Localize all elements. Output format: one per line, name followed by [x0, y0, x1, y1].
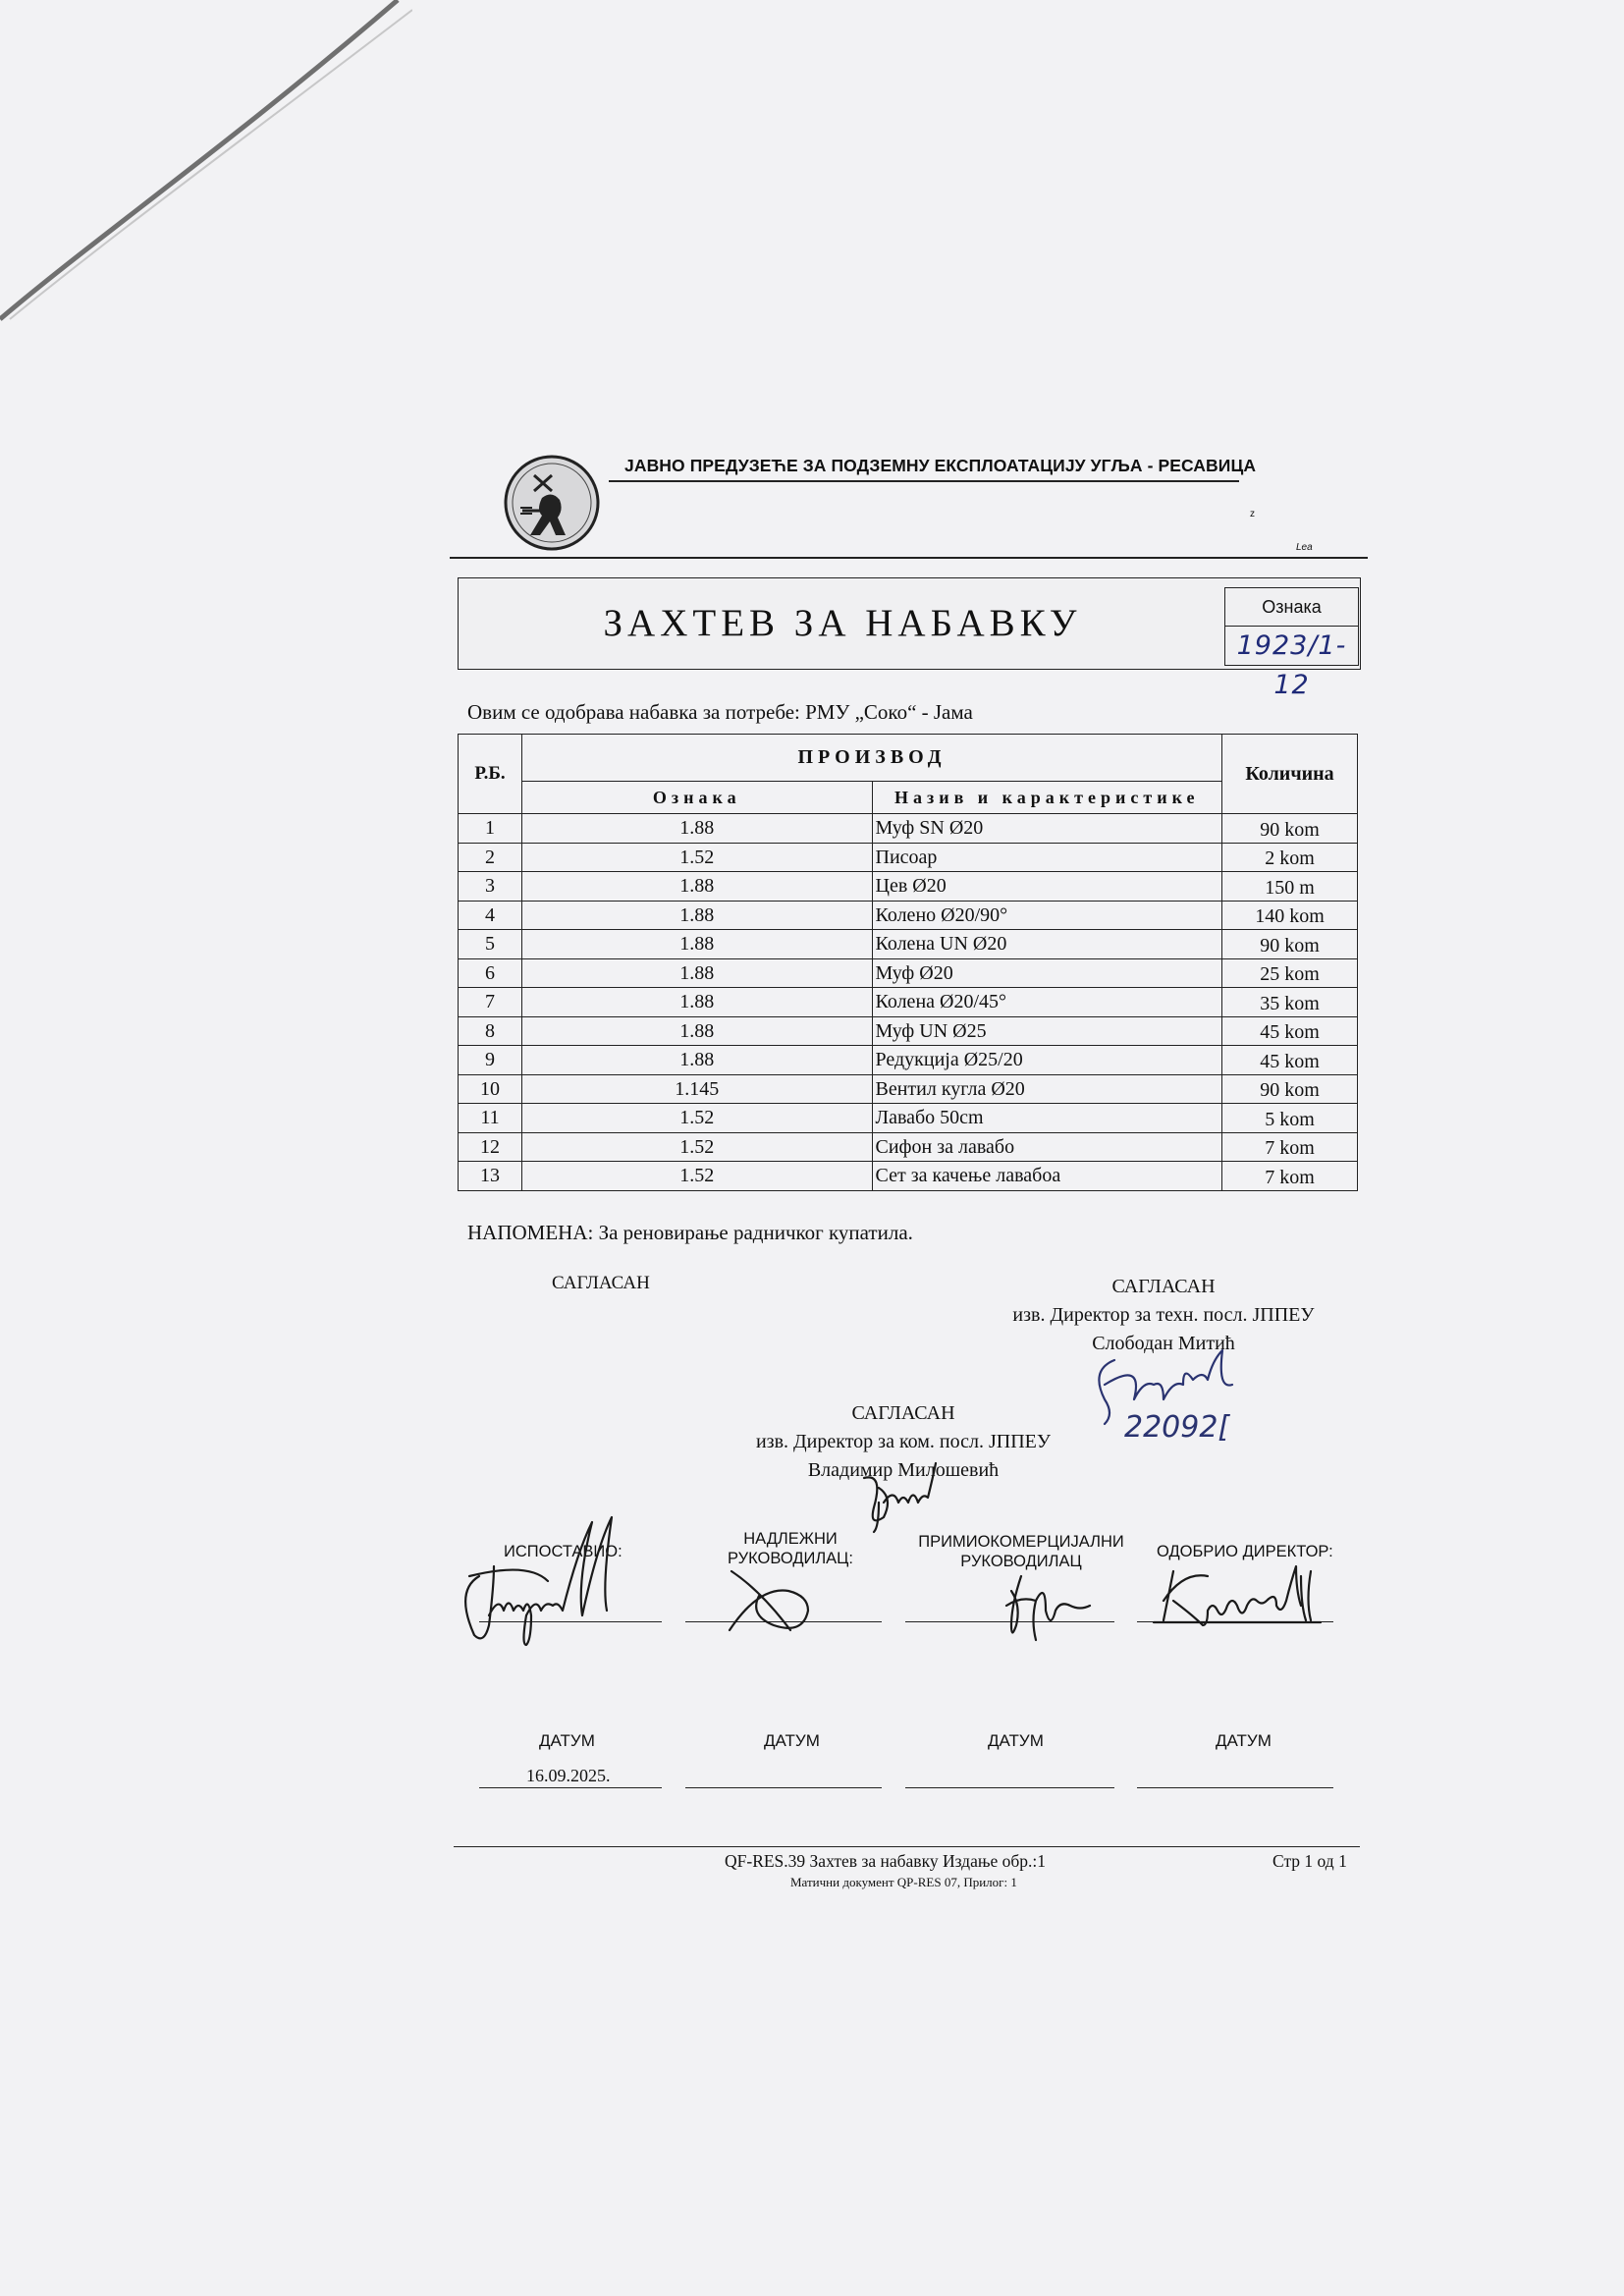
margin-mark: z: [1250, 509, 1255, 519]
cell-name: Колено Ø20/90°: [872, 901, 1222, 930]
table-row: [459, 843, 1358, 872]
column-quantity: Количина: [1222, 735, 1358, 814]
header-rule: [450, 557, 1368, 559]
approval-commercial-title: САГЛАСАН: [851, 1402, 955, 1424]
cell-name: Редукција Ø25/20: [872, 1046, 1222, 1075]
approval-commercial-role: изв. Директор за ком. посл. ЈППЕУ: [755, 1431, 1052, 1452]
margin-mark-2: Lea: [1296, 542, 1313, 553]
commercial-manager-label: [908, 1532, 1134, 1571]
cell-rb: 8: [459, 1016, 522, 1046]
table-body: [459, 814, 1358, 1191]
reference-box: [1224, 587, 1359, 700]
footer-source-document: Матични документ QP-RES 07, Прилог: 1: [790, 1875, 1017, 1889]
cell-rb: 4: [459, 901, 522, 930]
table-row: [459, 901, 1358, 930]
table-row: [459, 1162, 1358, 1191]
table-row: [459, 1046, 1358, 1075]
cell-rb: 6: [459, 958, 522, 988]
cell-code: 1.88: [522, 872, 873, 902]
footer-form-id: QF-RES.39 Захтев за набавку Издање обр.:1: [725, 1851, 1047, 1871]
date-label-4: ДАТУМ: [1216, 1731, 1272, 1750]
cell-quantity: 45 kom: [1222, 1046, 1358, 1075]
cell-quantity: 25 kom: [1222, 958, 1358, 988]
column-code: Ознака: [522, 782, 873, 814]
cell-quantity: 45 kom: [1222, 1016, 1358, 1046]
cell-rb: 3: [459, 872, 522, 902]
approval-left: САГЛАСАН: [552, 1273, 650, 1293]
cell-rb: 11: [459, 1104, 522, 1133]
date-label-3: ДАТУМ: [988, 1731, 1044, 1750]
reference-label: Ознака: [1225, 588, 1358, 627]
date-label-1: ДАТУМ: [539, 1731, 595, 1750]
approval-technical-role: изв. Директор за техн. посл. ЈППЕУ: [1012, 1304, 1315, 1326]
cell-name: Вентил кугла Ø20: [872, 1074, 1222, 1104]
cell-name: Муф Ø20: [872, 958, 1222, 988]
column-product: ПРОИЗВОД: [522, 735, 1222, 782]
table-row: [459, 988, 1358, 1017]
signature-director: [1144, 1561, 1340, 1635]
date-value-1: 16.09.2025.: [526, 1766, 611, 1785]
date-line-3: [905, 1787, 1114, 1788]
table-row: [459, 814, 1358, 844]
approval-technical-title: САГЛАСАН: [1111, 1276, 1216, 1297]
cell-name: Писоар: [872, 843, 1222, 872]
document-title: ЗАХТЕВ ЗА НАБАВКУ: [603, 602, 1082, 644]
signature-manager: [722, 1561, 830, 1650]
cell-quantity: 2 kom: [1222, 843, 1358, 872]
cell-rb: 5: [459, 930, 522, 959]
date-line-2: [685, 1787, 882, 1788]
intro-text: Овим се одобрава набавка за потребе: РМУ „Соко“ - Јама: [467, 700, 973, 724]
cell-code: 1.88: [522, 988, 873, 1017]
cell-quantity: 7 kom: [1222, 1162, 1358, 1191]
cell-code: 1.88: [522, 901, 873, 930]
table-row: [459, 1132, 1358, 1162]
cell-code: 1.52: [522, 1104, 873, 1133]
cell-quantity: 35 kom: [1222, 988, 1358, 1017]
cell-name: Сифон за лавабо: [872, 1132, 1222, 1162]
cell-code: 1.88: [522, 930, 873, 959]
commercial-manager-label-line1: ПРИМИОКОМЕРЦИЈАЛНИ: [918, 1533, 1124, 1551]
cell-name: Цев Ø20: [872, 872, 1222, 902]
cell-rb: 13: [459, 1162, 522, 1191]
footer-page-number: Стр 1 од 1: [1272, 1851, 1347, 1871]
cell-name: Колена UN Ø20: [872, 930, 1222, 959]
cell-code: 1.88: [522, 814, 873, 844]
approval-commercial-name: Владимир Милошевић: [807, 1459, 1000, 1481]
cell-quantity: 150 m: [1222, 872, 1358, 902]
table-row: [459, 872, 1358, 902]
cell-rb: 10: [459, 1074, 522, 1104]
commercial-manager-label-line2: РУКОВОДИЛАЦ: [960, 1553, 1082, 1570]
cell-code: 1.52: [522, 1162, 873, 1191]
table-row: [459, 958, 1358, 988]
cell-quantity: 5 kom: [1222, 1104, 1358, 1133]
date-line-4: [1137, 1787, 1333, 1788]
column-rb: Р.Б.: [459, 735, 522, 814]
manager-label-line1: НАДЛЕЖНИ: [743, 1530, 838, 1548]
cell-name: Колена Ø20/45°: [872, 988, 1222, 1017]
signature-commercial-director: [854, 1463, 982, 1537]
cell-name: Муф UN Ø25: [872, 1016, 1222, 1046]
reference-number: 1923/1-12: [1236, 630, 1347, 700]
cell-rb: 12: [459, 1132, 522, 1162]
cell-name: Муф SN Ø20: [872, 814, 1222, 844]
paper-crease: [0, 0, 412, 334]
column-name: Назив и карактеристике: [872, 782, 1222, 814]
cell-quantity: 7 kom: [1222, 1132, 1358, 1162]
date-label-2: ДАТУМ: [764, 1731, 820, 1750]
items-table: [458, 734, 1358, 1191]
table-row: [459, 1016, 1358, 1046]
cell-code: 1.52: [522, 1132, 873, 1162]
signature-technical-date: 22092[: [1124, 1410, 1230, 1445]
organization-underline: [609, 480, 1239, 482]
approval-technical-name: Слободан Митић: [1092, 1333, 1235, 1354]
cell-code: 1.52: [522, 843, 873, 872]
date-line-1: [479, 1787, 662, 1788]
note: НАПОМЕНА: За реновирање радничког купатила.: [467, 1221, 913, 1244]
footer-rule: [454, 1846, 1360, 1847]
cell-code: 1.88: [522, 1046, 873, 1075]
cell-rb: 9: [459, 1046, 522, 1075]
cell-quantity: 90 kom: [1222, 1074, 1358, 1104]
cell-quantity: 90 kom: [1222, 930, 1358, 959]
signature-commercial-manager: [992, 1566, 1110, 1650]
director-label: ОДОБРИО ДИРЕКТОР:: [1157, 1543, 1333, 1560]
table-row: [459, 1074, 1358, 1104]
manager-label-line2: РУКОВОДИЛАЦ:: [728, 1550, 853, 1567]
cell-rb: 1: [459, 814, 522, 844]
cell-rb: 7: [459, 988, 522, 1017]
cell-quantity: 90 kom: [1222, 814, 1358, 844]
table-row: [459, 930, 1358, 959]
cell-code: 1.88: [522, 958, 873, 988]
issued-by-label: ИСПОСТАВИО:: [504, 1543, 623, 1560]
table-row: [459, 1104, 1358, 1133]
cell-code: 1.88: [522, 1016, 873, 1046]
signature-issuer: [450, 1527, 685, 1665]
cell-name: Лавабо 50cm: [872, 1104, 1222, 1133]
cell-rb: 2: [459, 843, 522, 872]
cell-code: 1.145: [522, 1074, 873, 1104]
title-box: [458, 577, 1361, 700]
company-logo-icon: [503, 454, 601, 552]
organization-name: ЈАВНО ПРЕДУЗЕЋЕ ЗА ПОДЗЕМНУ ЕКСПЛОАТАЦИЈУ УГЉА - РЕСАВИЦА: [624, 456, 1257, 475]
cell-quantity: 140 kom: [1222, 901, 1358, 930]
cell-name: Сет за качење лавабоа: [872, 1162, 1222, 1191]
